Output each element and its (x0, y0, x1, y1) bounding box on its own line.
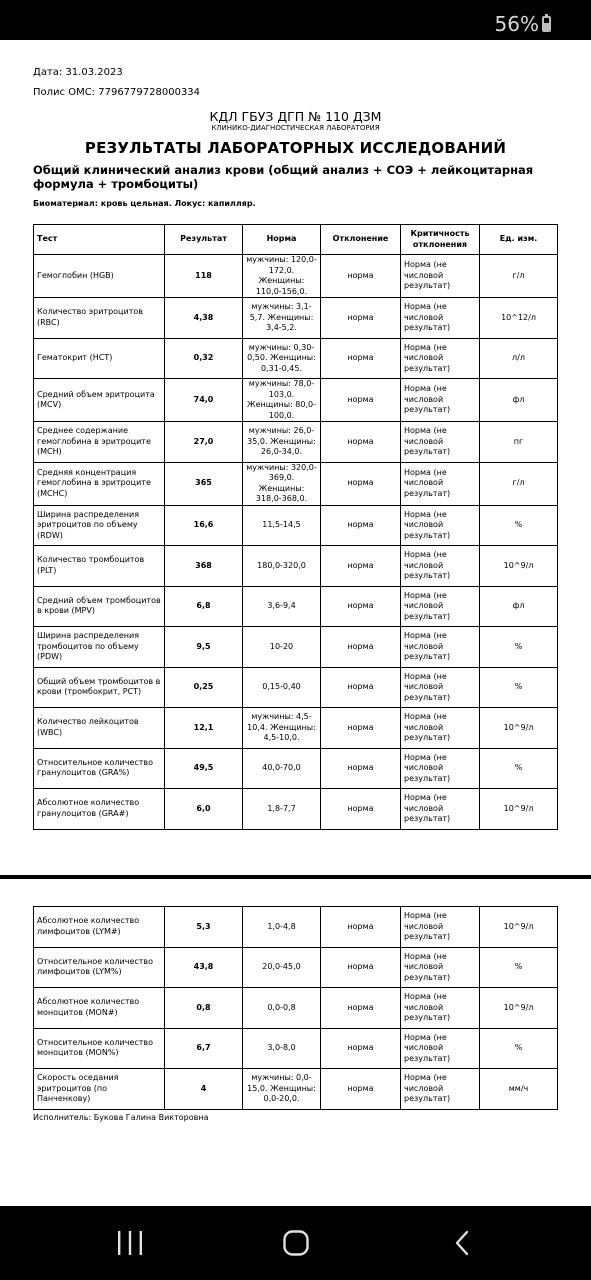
result-value-cell: 365 (165, 462, 243, 505)
test-name-cell: Среднее содержание гемоглобина в эритроците (MCH) (34, 422, 165, 463)
table-row (34, 1069, 558, 1110)
table-row (34, 422, 558, 463)
test-name-cell: Абсолютное количество гранулоцитов (GRA#) (34, 789, 165, 830)
policy-number: Полис ОМС: 7796779728000334 (33, 87, 201, 98)
column-header-unit: Ед. изм. (480, 225, 558, 255)
table-row (34, 748, 558, 789)
table-row (34, 627, 558, 668)
status-bar (0, 0, 591, 40)
unit-cell: % (480, 1028, 558, 1069)
organization-name: КДЛ ГБУЗ ДГП № 110 ДЗМ (209, 109, 382, 124)
norm-range-cell: 0,15-0,40 (243, 667, 321, 708)
table-row (34, 667, 558, 708)
criticality-cell: Норма (не числовой результат) (401, 546, 480, 587)
recents-icon (117, 1231, 143, 1255)
norm-range-cell: мужчины: 0,30-0,50. Женщины: 0,31-0,45. (243, 338, 321, 379)
unit-cell: фл (480, 586, 558, 627)
results-table-continued (33, 906, 558, 1110)
table-row (34, 708, 558, 749)
norm-range-cell: 0,0-0,8 (243, 988, 321, 1029)
criticality-cell: Норма (не числовой результат) (401, 379, 480, 422)
result-value-cell: 6,7 (165, 1028, 243, 1069)
norm-range-cell: мужчины: 3,1-5,7. Женщины: 3,4-5,2. (243, 298, 321, 339)
test-name-cell: Ширина распределения тромбоцитов по объему (PDW) (34, 627, 165, 668)
deviation-cell: норма (321, 338, 401, 379)
back-icon (454, 1230, 470, 1256)
unit-cell: % (480, 947, 558, 988)
column-header-criticality: Критичность отклонения (401, 225, 480, 255)
result-value-cell: 118 (165, 255, 243, 298)
deviation-cell: норма (321, 462, 401, 505)
deviation-cell: норма (321, 379, 401, 422)
unit-cell: 10^12/л (480, 298, 558, 339)
test-name-cell: Средняя концентрация гемоглобина в эритроците (MCHC) (34, 462, 165, 505)
organization-subtitle: КЛИНИКО-ДИАГНОСТИЧЕСКАЯ ЛАБОРАТОРИЯ (211, 124, 380, 132)
document-page-2 (0, 879, 591, 1206)
table-row (34, 907, 558, 948)
norm-range-cell: 1,8-7,7 (243, 789, 321, 830)
table-row (34, 586, 558, 627)
norm-range-cell: мужчины: 78,0-103,0. Женщины: 80,0-100,0. (243, 379, 321, 422)
criticality-cell: Норма (не числовой результат) (401, 586, 480, 627)
result-value-cell: 6,8 (165, 586, 243, 627)
criticality-cell: Норма (не числовой результат) (401, 505, 480, 546)
result-value-cell: 12,1 (165, 708, 243, 749)
table-header-row (34, 225, 558, 255)
table-row (34, 298, 558, 339)
unit-cell: фл (480, 379, 558, 422)
norm-range-cell: 3,0-8,0 (243, 1028, 321, 1069)
executor: Исполнитель: Букова Галина Викторовна (33, 1113, 209, 1122)
unit-cell: % (480, 627, 558, 668)
deviation-cell: норма (321, 627, 401, 668)
unit-cell: г/л (480, 462, 558, 505)
test-name-cell: Общий объем тромбоцитов в крови (тромбокрит, PCT) (34, 667, 165, 708)
deviation-cell: норма (321, 546, 401, 587)
norm-range-cell: 10-20 (243, 627, 321, 668)
table-row (34, 988, 558, 1029)
test-name-cell: Гематокрит (HCT) (34, 338, 165, 379)
result-value-cell: 16,6 (165, 505, 243, 546)
criticality-cell: Норма (не числовой результат) (401, 422, 480, 463)
unit-cell: 10^9/л (480, 546, 558, 587)
result-value-cell: 74,0 (165, 379, 243, 422)
unit-cell: л/л (480, 338, 558, 379)
deviation-cell: норма (321, 422, 401, 463)
deviation-cell: норма (321, 505, 401, 546)
norm-range-cell: мужчины: 120,0-172,0. Женщины: 110,0-156,0. (243, 255, 321, 298)
unit-cell: 10^9/л (480, 988, 558, 1029)
table-row (34, 379, 558, 422)
deviation-cell: норма (321, 1028, 401, 1069)
test-name-cell: Относительное количество лимфоцитов (LYM%) (34, 947, 165, 988)
table-row (34, 947, 558, 988)
biomaterial: Биоматериал: кровь цельная. Локус: капилляр. (33, 199, 256, 208)
criticality-cell: Норма (не числовой результат) (401, 667, 480, 708)
table-row (34, 338, 558, 379)
result-value-cell: 4 (165, 1069, 243, 1110)
back-button[interactable] (432, 1206, 492, 1280)
deviation-cell: норма (321, 667, 401, 708)
norm-range-cell: 1,0-4,8 (243, 907, 321, 948)
criticality-cell: Норма (не числовой результат) (401, 748, 480, 789)
norm-range-cell: 180,0-320,0 (243, 546, 321, 587)
document-date: Дата: 31.03.2023 (33, 67, 123, 78)
criticality-cell: Норма (не числовой результат) (401, 338, 480, 379)
test-name-cell: Относительное количество моноцитов (MON%) (34, 1028, 165, 1069)
norm-range-cell: мужчины: 320,0-369,0. Женщины: 318,0-368,0. (243, 462, 321, 505)
test-name-cell: Абсолютное количество моноцитов (MON#) (34, 988, 165, 1029)
result-value-cell: 6,0 (165, 789, 243, 830)
criticality-cell: Норма (не числовой результат) (401, 988, 480, 1029)
unit-cell: 10^9/л (480, 907, 558, 948)
norm-range-cell: мужчины: 0,0-15,0. Женщины: 0,0-20,0. (243, 1069, 321, 1110)
norm-range-cell: мужчины: 4,5-10,4. Женщины: 4,5-10,0. (243, 708, 321, 749)
criticality-cell: Норма (не числовой результат) (401, 1028, 480, 1069)
criticality-cell: Норма (не числовой результат) (401, 627, 480, 668)
result-value-cell: 4,38 (165, 298, 243, 339)
battery-icon (542, 16, 551, 32)
column-header-test: Тест (34, 225, 165, 255)
criticality-cell: Норма (не числовой результат) (401, 907, 480, 948)
criticality-cell: Норма (не числовой результат) (401, 255, 480, 298)
unit-cell: мм/ч (480, 1069, 558, 1110)
column-header-deviation: Отклонение (321, 225, 401, 255)
result-value-cell: 27,0 (165, 422, 243, 463)
norm-range-cell: мужчины: 26,0-35,0. Женщины: 26,0-34,0. (243, 422, 321, 463)
criticality-cell: Норма (не числовой результат) (401, 708, 480, 749)
norm-range-cell: 20,0-45,0 (243, 947, 321, 988)
deviation-cell: норма (321, 708, 401, 749)
norm-range-cell: 40,0-70,0 (243, 748, 321, 789)
test-name-cell: Гемоглобин (HGB) (34, 255, 165, 298)
navigation-bar (0, 1206, 591, 1280)
result-value-cell: 9,5 (165, 627, 243, 668)
deviation-cell: норма (321, 748, 401, 789)
result-value-cell: 0,25 (165, 667, 243, 708)
unit-cell: % (480, 748, 558, 789)
table-row (34, 505, 558, 546)
recents-button[interactable] (100, 1206, 160, 1280)
unit-cell: г/л (480, 255, 558, 298)
results-table (33, 224, 558, 830)
deviation-cell: норма (321, 907, 401, 948)
criticality-cell: Норма (не числовой результат) (401, 462, 480, 505)
test-name-cell: Количество тромбоцитов (PLT) (34, 546, 165, 587)
column-header-norm: Норма (243, 225, 321, 255)
deviation-cell: норма (321, 255, 401, 298)
norm-range-cell: 11,5-14,5 (243, 505, 321, 546)
criticality-cell: Норма (не числовой результат) (401, 789, 480, 830)
document-page-1 (0, 40, 591, 875)
table-row (34, 1028, 558, 1069)
unit-cell: 10^9/л (480, 789, 558, 830)
criticality-cell: Норма (не числовой результат) (401, 947, 480, 988)
unit-cell: % (480, 505, 558, 546)
test-name-cell: Количество эритроцитов (RBC) (34, 298, 165, 339)
analysis-subtitle: Общий клинический анализ крови (общий анализ + СОЭ + лейкоцитарная формула + тромбоциты) (33, 163, 534, 191)
deviation-cell: норма (321, 1069, 401, 1110)
deviation-cell: норма (321, 988, 401, 1029)
result-value-cell: 5,3 (165, 907, 243, 948)
battery-percentage: 56% (494, 12, 539, 36)
table-row (34, 255, 558, 298)
norm-range-cell: 3,6-9,4 (243, 586, 321, 627)
deviation-cell: норма (321, 586, 401, 627)
test-name-cell: Скорость оседания эритроцитов (по Панченкову) (34, 1069, 165, 1110)
page-title: РЕЗУЛЬТАТЫ ЛАБОРАТОРНЫХ ИССЛЕДОВАНИЙ (84, 139, 507, 157)
table-row (34, 546, 558, 587)
criticality-cell: Норма (не числовой результат) (401, 1069, 480, 1110)
test-name-cell: Относительное количество гранулоцитов (GRA%) (34, 748, 165, 789)
result-value-cell: 0,8 (165, 988, 243, 1029)
unit-cell: пг (480, 422, 558, 463)
result-value-cell: 0,32 (165, 338, 243, 379)
table-row (34, 462, 558, 505)
criticality-cell: Норма (не числовой результат) (401, 298, 480, 339)
deviation-cell: норма (321, 947, 401, 988)
test-name-cell: Средний объем тромбоцитов в крови (MPV) (34, 586, 165, 627)
deviation-cell: норма (321, 789, 401, 830)
home-icon (283, 1230, 309, 1256)
test-name-cell: Абсолютное количество лимфоцитов (LYM#) (34, 907, 165, 948)
deviation-cell: норма (321, 298, 401, 339)
test-name-cell: Средний объем эритроцита (MCV) (34, 379, 165, 422)
unit-cell: % (480, 667, 558, 708)
home-button[interactable] (266, 1206, 326, 1280)
result-value-cell: 49,5 (165, 748, 243, 789)
result-value-cell: 368 (165, 546, 243, 587)
unit-cell: 10^9/л (480, 708, 558, 749)
test-name-cell: Ширина распределения эритроцитов по объему (RDW) (34, 505, 165, 546)
table-row (34, 789, 558, 830)
result-value-cell: 43,8 (165, 947, 243, 988)
test-name-cell: Количество лейкоцитов (WBC) (34, 708, 165, 749)
column-header-result: Результат (165, 225, 243, 255)
